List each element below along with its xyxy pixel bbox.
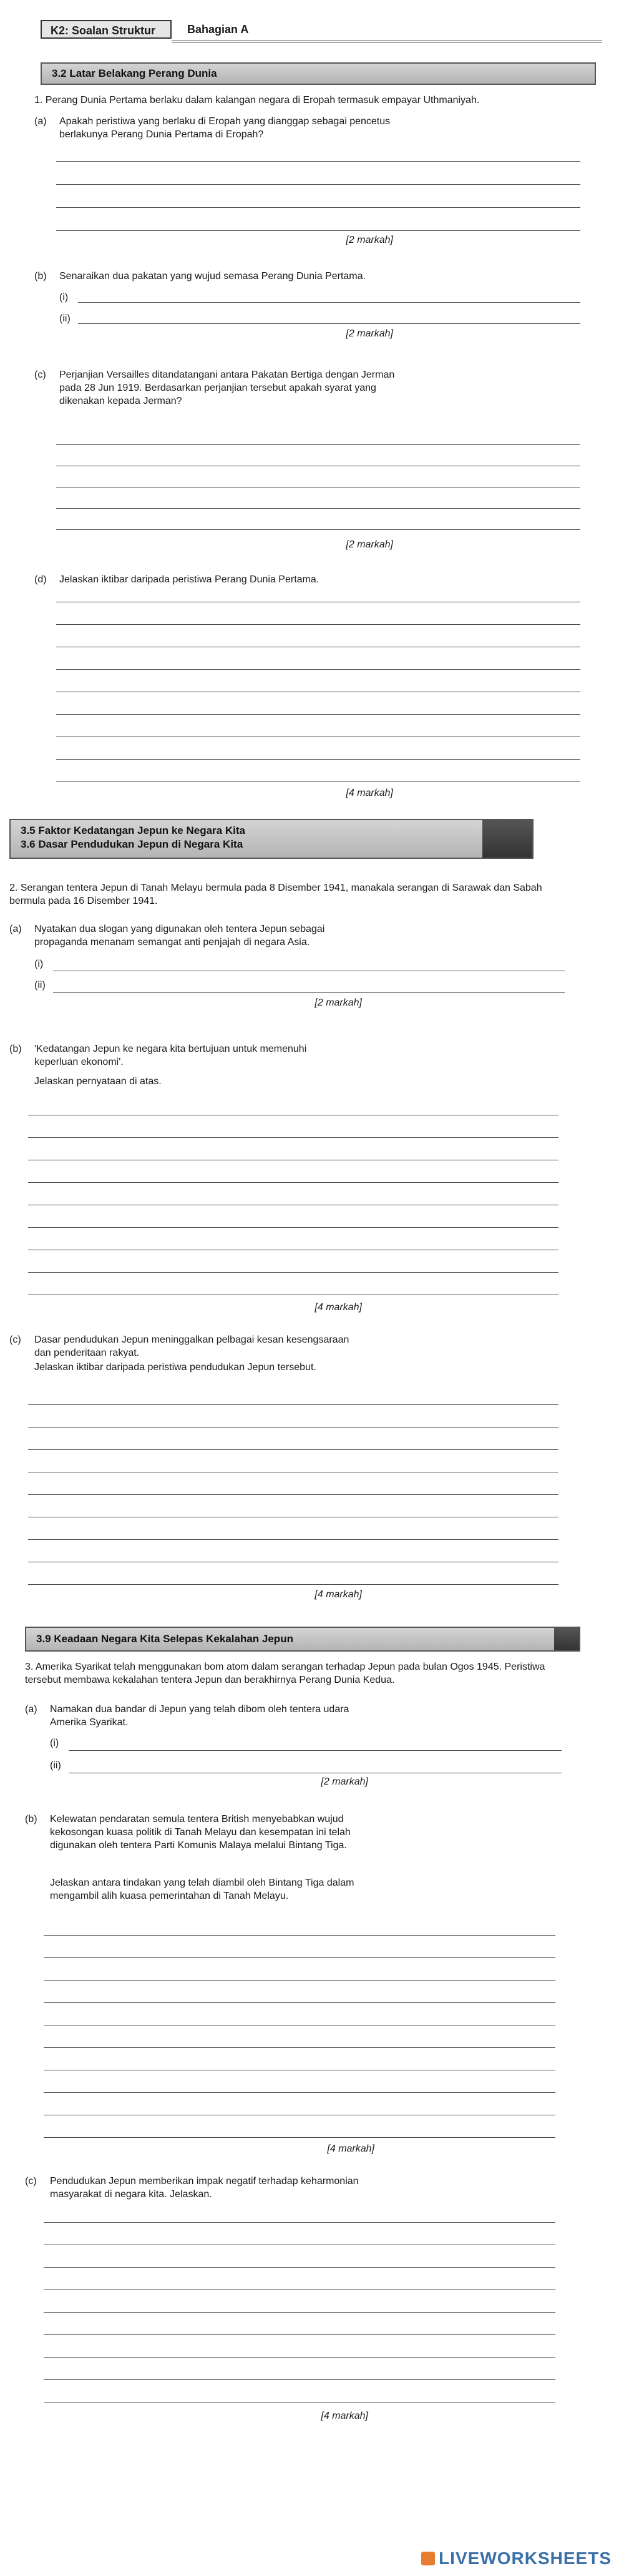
answer-line[interactable]: [28, 1427, 558, 1428]
answer-line[interactable]: [44, 2267, 555, 2268]
answer-line[interactable]: [53, 992, 565, 993]
marks-label: [2 markah]: [346, 328, 393, 339]
item-i-label: (i): [50, 1738, 59, 1748]
answer-line[interactable]: [28, 1272, 558, 1273]
answer-line[interactable]: [56, 624, 580, 625]
answer-line[interactable]: [56, 529, 580, 530]
item-ii-label: (ii): [34, 980, 46, 991]
answer-line[interactable]: [28, 1584, 558, 1585]
part-label: Bahagian A: [187, 23, 249, 36]
section-title: 3.9 Keadaan Negara Kita Selepas Kekalahan Jepun: [36, 1633, 293, 1645]
item-i-label: (i): [59, 292, 69, 303]
question-3c-text: Pendudukan Jepun memberikan impak negatif terhadap keharmonian masyarakat di negara kita. Jelaskan.: [50, 2176, 359, 2200]
marks-label: [4 markah]: [314, 1302, 362, 1313]
item-i-label: (i): [34, 959, 44, 969]
question-3b-text1: Kelewatan pendaratan semula tentera British menyebabkan wujud kekosongan kuasa politik di Tanah Melayu dan kesempatan ini telah digunakan oleh tentera Parti Komunis Malaya melalui Bintang Tiga.: [50, 1814, 351, 1851]
question-1a-text: Apakah peristiwa yang berlaku di Eropah yang dianggap sebagai pencetus berlakunya Perang Dunia Pertama di Eropah?: [59, 116, 391, 140]
worksheet-header: [34, 17, 596, 42]
question-1-stem: 1. Perang Dunia Pertama berlaku dalam kalangan negara di Eropah termasuk empayar Uthmaniyah.: [34, 95, 480, 105]
question-2c-label: (c): [9, 1335, 21, 1345]
question-2b-quote: 'Kedatangan Jepun ke negara kita bertujuan untuk memenuhi keperluan ekonomi'.: [34, 1044, 307, 1067]
section-code-label: K2: Soalan Struktur: [41, 20, 172, 39]
answer-line[interactable]: [28, 1494, 558, 1495]
answer-line[interactable]: [28, 1404, 558, 1405]
answer-line[interactable]: [28, 1539, 558, 1540]
answer-line[interactable]: [56, 714, 580, 715]
answer-line[interactable]: [78, 323, 580, 324]
section-banner-3-9: [25, 1627, 580, 1652]
section-banner-3-5-3-6: [9, 819, 534, 859]
answer-line[interactable]: [44, 2334, 555, 2335]
question-2b-text: Jelaskan pernyataan di atas.: [34, 1076, 162, 1087]
answer-line[interactable]: [56, 781, 580, 782]
answer-line[interactable]: [56, 444, 580, 445]
marks-label: [4 markah]: [327, 2143, 374, 2154]
answer-line[interactable]: [56, 669, 580, 670]
marks-label: [2 markah]: [321, 1776, 368, 1787]
question-1d-text: Jelaskan iktibar daripada peristiwa Perang Dunia Pertama.: [59, 574, 319, 585]
marks-label: [2 markah]: [346, 539, 393, 550]
item-ii-label: (ii): [50, 1760, 61, 1771]
answer-line[interactable]: [56, 184, 580, 185]
marks-label: [2 markah]: [314, 997, 362, 1008]
marks-label: [4 markah]: [314, 1589, 362, 1600]
answer-line[interactable]: [44, 2092, 555, 2093]
answer-line[interactable]: [56, 161, 580, 162]
question-3-stem: 3. Amerika Syarikat telah menggunakan bom atom dalam serangan terhadap Jepun pada bulan Ogos 1945. Peristiwa tersebut membawa kekalahan tentera Jepun dan berakhirnya Perang Dunia Kedua.: [25, 1662, 545, 1685]
question-2c-text2: Jelaskan iktibar daripada peristiwa pendudukan Jepun tersebut.: [34, 1362, 316, 1373]
answer-line[interactable]: [44, 2312, 555, 2313]
question-2-stem: 2. Serangan tentera Jepun di Tanah Melayu bermula pada 8 Disember 1941, manakala serangan di Sarawak dan Sabah bermula pada 16 Disember 1941.: [9, 883, 542, 906]
liveworksheets-logo[interactable]: [421, 2549, 612, 2569]
question-1b-text: Senaraikan dua pakatan yang wujud semasa Perang Dunia Pertama.: [59, 271, 366, 282]
question-1b-label: (b): [34, 271, 47, 282]
section-banner-3-2: [41, 62, 596, 85]
question-3b-label: (b): [25, 1814, 37, 1824]
brand-text: LIVEWORKSHEETS: [439, 2549, 612, 2568]
answer-line[interactable]: [44, 1935, 555, 1936]
section-title: 3.5 Faktor Kedatangan Jepun ke Negara Kita: [21, 825, 245, 836]
answer-line[interactable]: [28, 1227, 558, 1228]
marks-label: [4 markah]: [346, 788, 393, 798]
question-1c-label: (c): [34, 370, 46, 380]
answer-line[interactable]: [28, 1137, 558, 1138]
question-3c-label: (c): [25, 2176, 37, 2187]
answer-line[interactable]: [44, 2137, 555, 2138]
question-3a-text: Namakan dua bandar di Jepun yang telah dibom oleh tentera udara Amerika Syarikat.: [50, 1704, 349, 1728]
answer-line[interactable]: [28, 1182, 558, 1183]
question-2a-label: (a): [9, 924, 22, 934]
marks-label: [2 markah]: [346, 235, 393, 245]
question-3b-text2: Jelaskan antara tindakan yang telah diambil oleh Bintang Tiga dalam mengambil alih kuasa pemerintahan di Tanah Melayu.: [50, 1878, 354, 1901]
item-ii-label: (ii): [59, 313, 71, 324]
question-2b-label: (b): [9, 1044, 22, 1054]
answer-line[interactable]: [78, 302, 580, 303]
answer-line[interactable]: [56, 230, 580, 231]
answer-line[interactable]: [44, 2222, 555, 2223]
answer-line[interactable]: [44, 2357, 555, 2358]
question-3a-label: (a): [25, 1704, 37, 1715]
answer-line[interactable]: [44, 1957, 555, 1958]
question-2a-text: Nyatakan dua slogan yang digunakan oleh tentera Jepun sebagai propaganda menanam semangat anti penjajah di negara Asia.: [34, 924, 325, 948]
question-1c-text: Perjanjian Versailles ditandatangani antara Pakatan Bertiga dengan Jerman pada 28 Jun 1919. Berdasarkan perjanjian tersebut apakah syarat yang dikenakan kepada Jerman?: [59, 370, 395, 406]
answer-line[interactable]: [44, 1980, 555, 1981]
answer-line[interactable]: [44, 2047, 555, 2048]
question-1a-label: (a): [34, 116, 47, 127]
section-title: 3.6 Dasar Pendudukan Jepun di Negara Kita: [21, 838, 243, 850]
answer-line[interactable]: [69, 1750, 562, 1751]
section-title: 3.2 Latar Belakang Perang Dunia: [52, 67, 217, 79]
question-2c-text1: Dasar pendudukan Jepun meninggalkan pelbagai kesan kesengsaraan dan penderitaan rakyat.: [34, 1335, 349, 1358]
header-divider: [172, 41, 602, 42]
question-1d-label: (d): [34, 574, 47, 585]
answer-line[interactable]: [44, 2379, 555, 2380]
answer-line[interactable]: [56, 759, 580, 760]
marks-label: [4 markah]: [321, 2411, 368, 2421]
liveworksheets-icon: [421, 2552, 435, 2565]
answer-line[interactable]: [56, 207, 580, 208]
answer-line[interactable]: [44, 2002, 555, 2003]
answer-line[interactable]: [28, 1449, 558, 1450]
answer-line[interactable]: [56, 508, 580, 509]
